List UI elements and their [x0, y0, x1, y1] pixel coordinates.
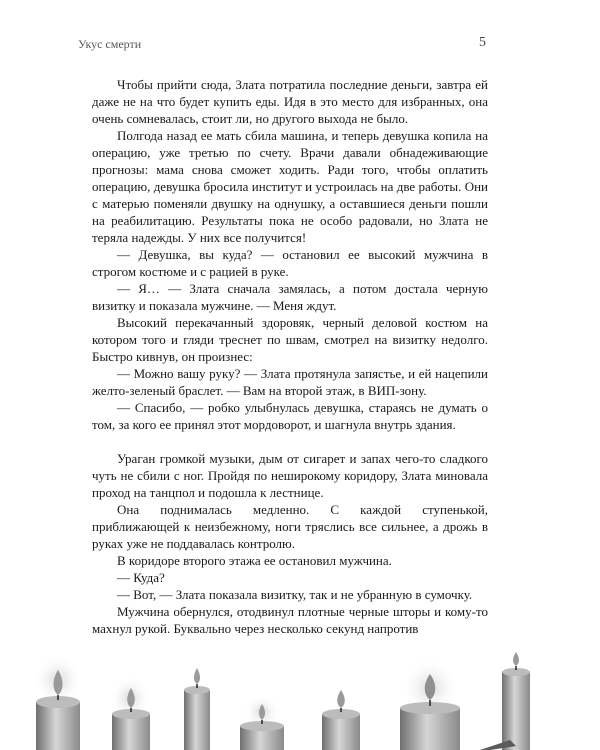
body-text — [92, 76, 488, 637]
paragraph: — Вот, — Злата показала визитку, так и не убранную в сумочку. — [117, 587, 473, 602]
paragraph: Она поднималась медленно. С каждой ступенькой, приближающей к неизбежному, ноги тряслись все сильнее, а дрожь в руках уже не поддавалась контролю. — [92, 502, 488, 551]
paragraph: — Девушка, вы куда? — остановил ее высокий мужчина в строгом костюме и с рацией в руке. — [92, 247, 488, 279]
candle-icon — [110, 676, 150, 750]
candle-icon — [502, 652, 530, 750]
candle-icon — [400, 658, 460, 750]
paragraph: — Куда? — [117, 570, 165, 585]
candle-icon — [34, 654, 82, 750]
paragraph: Чтобы прийти сюда, Злата потратила последние деньги, завтра ей даже не на что будет купить еды. Идя в это место для избранных, она очень сомневалась, стоит ли, но другого выхода не было. — [92, 77, 488, 126]
paragraph: Ураган громкой музыки, дым от сигарет и запах чего-то сладкого чуть не сбили с ног. Пройдя по неширокому коридору, Злата миновала проход на танцпол и подошла к лестнице. — [92, 451, 488, 500]
paragraph: В коридоре второго этажа ее остановил мужчина. — [117, 553, 392, 568]
paragraph: — Я… — Злата сначала замялась, а потом достала черную визитку и показала мужчине. — Меня ждут. — [92, 281, 488, 313]
paragraph: Полгода назад ее мать сбила машина, и теперь девушка копила на операцию, уже третью по счету. Врачи давали обнадеживающие прогнозы: мама снова сможет ходить. Ради того, чтобы оплатить операцию, девушка бросила институт и устроилась на две работы. Они с матерью поменяли двушку на однушку, а оставшиеся деньги пошли на реабилитацию. Результаты пока не особо радовали, но Злата не теряла надежды. У них все получится! — [92, 128, 488, 245]
running-title: Укус смерти — [78, 37, 142, 51]
candle-icon — [240, 694, 284, 750]
paragraph: — Можно вашу руку? — Злата протянула запястье, и ей нацепили желто-зеленый браслет. — Вам на второй этаж, в ВИП-зону. — [92, 366, 488, 398]
paragraph: Высокий перекачанный здоровяк, черный деловой костюм на котором того и гляди треснет по швам, смотрел на визитку недолго. Быстро кивнув, он произнес: — [92, 315, 488, 364]
page-number: 5 — [479, 35, 486, 50]
candle-icon — [184, 668, 210, 750]
candles-illustration — [0, 650, 600, 750]
paragraph: — Спасибо, — робко улыбнулась девушка, стараясь не думать о том, за кого ее принял этот мордоворот, и шагнула внутрь здания. — [92, 400, 488, 432]
paragraph: Мужчина обернулся, отодвинул плотные черные шторы и кому-то махнул рукой. Буквально через несколько секунд напротив — [92, 604, 488, 636]
candle-icon — [322, 690, 360, 750]
